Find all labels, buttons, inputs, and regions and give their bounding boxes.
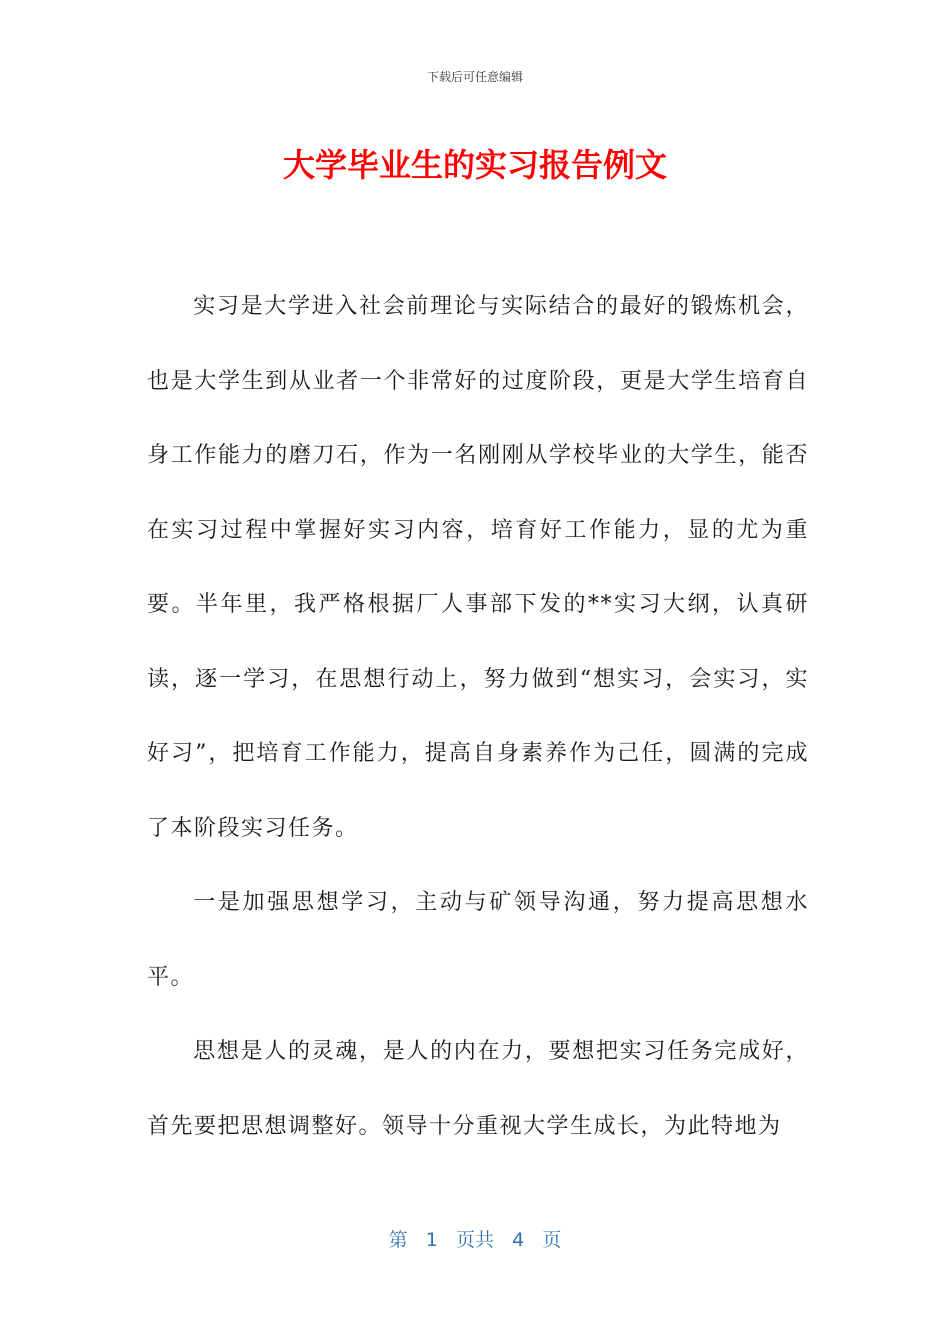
footer-suffix: 页: [542, 1229, 562, 1251]
document-title: 大学毕业生的实习报告例文: [282, 146, 667, 184]
document-body: [147, 270, 809, 1164]
footer-page-number: 1: [425, 1229, 438, 1251]
footer-middle: 页共: [455, 1229, 494, 1251]
paragraph: 思想是人的灵魂，是人的内在力，要想把实习任务完成好，首先要把思想调整好。领导十分重视大学生成长，为此特地为: [147, 1039, 809, 1139]
paragraph: 实习是大学进入社会前理论与实际结合的最好的锻炼机会，也是大学生到从业者一个非常好的过度阶段，更是大学生培育自身工作能力的磨刀石，作为一名刚刚从学校毕业的大学生，能否在实习过程中掌握好实习内容，培育好工作能力，显的尤为重要。半年里，我严格根据厂人事部下发的**实习大纲，认真研读，逐一学习，在思想行动上，努力做到“想实习，会实习，实好习”，把培育工作能力，提高自身素养作为己任，圆满的完成了本阶段实习任务。: [147, 294, 809, 841]
footer-prefix: 第: [388, 1229, 408, 1251]
header-note: 下载后可任意编辑: [426, 70, 523, 84]
paragraph: 一是加强思想学习，主动与矿领导沟通，努力提高思想水平。: [147, 890, 809, 990]
page-footer: [0, 1225, 950, 1252]
footer-total-pages: 4: [512, 1229, 525, 1251]
